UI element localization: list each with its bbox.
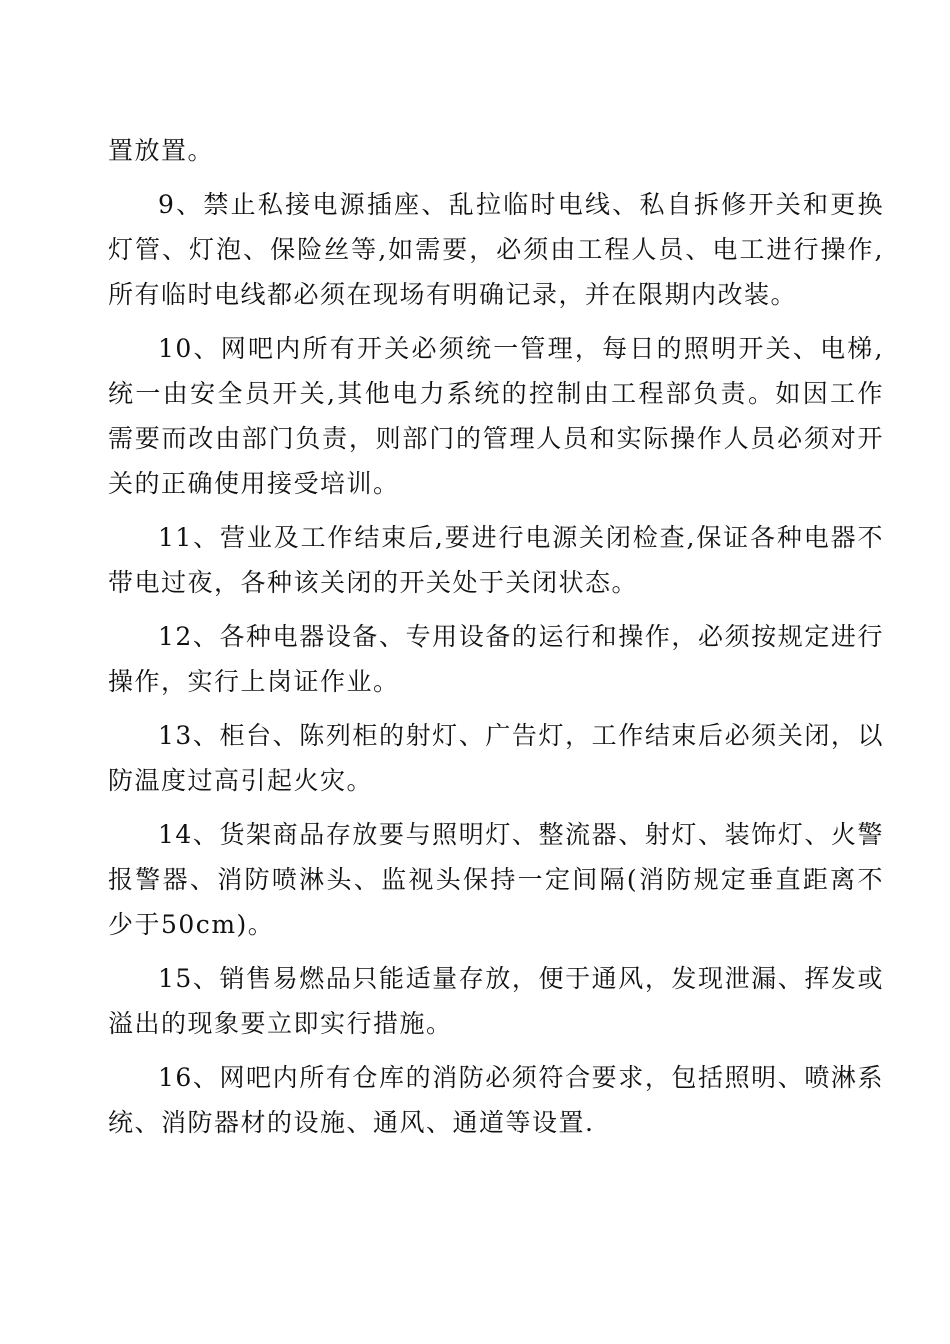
paragraph-rule-15: 15、销售易燃品只能适量存放，便于通风，发现泄漏、挥发或溢出的现象要立即实行措施。	[108, 964, 884, 1038]
paragraph-rule-13: 13、柜台、陈列柜的射灯、广告灯，工作结束后必须关闭，以防温度过高引起火灾。	[108, 721, 884, 795]
paragraph-rule-14: 14、货架商品存放要与照明灯、整流器、射灯、装饰灯、火警报警器、消防喷淋头、监视头保持一定间隔(消防规定垂直距离不少于50cm)。	[108, 820, 884, 939]
paragraph-continuation: 置放置。	[108, 136, 215, 165]
paragraph-rule-16: 16、网吧内所有仓库的消防必须符合要求，包括照明、喷淋系统、消防器材的设施、通风、通道等设置.	[108, 1063, 884, 1137]
paragraph-rule-9: 9、禁止私接电源插座、乱拉临时电线、私自拆修开关和更换灯管、灯泡、保险丝等,如需要，必须由工程人员、电工进行操作,所有临时电线都必须在现场有明确记录，并在限期内改装。	[108, 190, 884, 309]
document-body	[108, 128, 884, 1154]
paragraph-rule-11: 11、营业及工作结束后,要进行电源关闭检查,保证各种电器不带电过夜，各种该关闭的开关处于关闭状态。	[108, 523, 884, 597]
paragraph-rule-12: 12、各种电器设备、专用设备的运行和操作，必须按规定进行操作，实行上岗证作业。	[108, 622, 884, 696]
paragraph-rule-10: 10、网吧内所有开关必须统一管理，每日的照明开关、电梯,统一由安全员开关,其他电力系统的控制由工程部负责。如因工作需要而改由部门负责，则部门的管理人员和实际操作人员必须对开关的正确使用接受培训。	[108, 334, 884, 498]
